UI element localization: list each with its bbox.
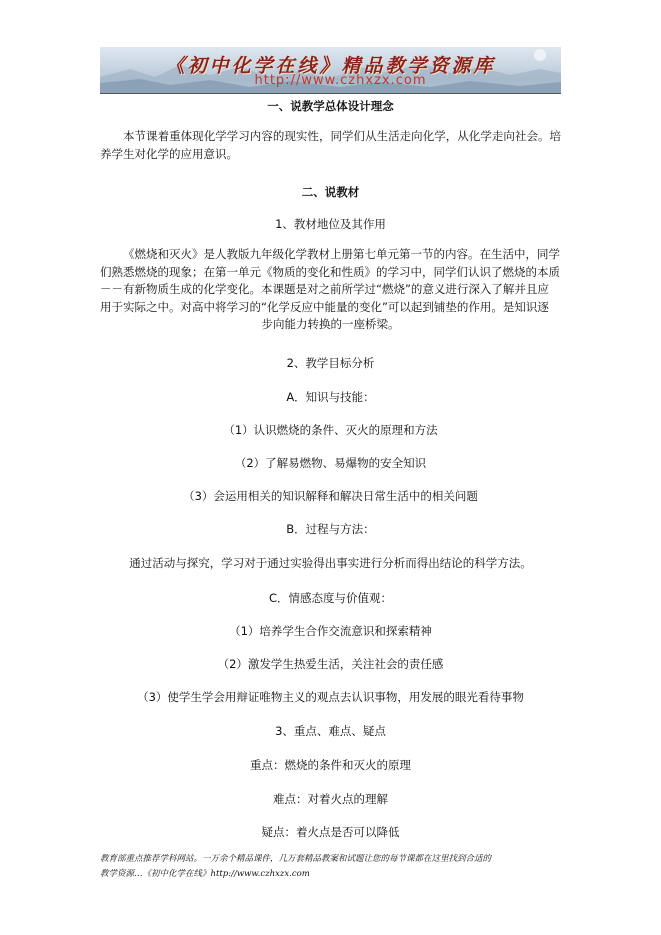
- header-banner: [100, 47, 561, 93]
- key-difficult-subheading: 3、重点、难点、疑点: [275, 724, 386, 738]
- emotion-item: （1）培养学生合作交流意识和探索精神: [229, 624, 432, 638]
- emotion-item: （3）使学生学会用辩证唯物主义的观点去认识事物，用发展的眼光看待事物: [137, 690, 524, 704]
- section1-paragraph: 本节课着重体现化学学习内容的现实性，同学们从生活走向化学，从化学走向社会。培养学生对化学的应用意识。: [100, 129, 561, 161]
- paragraph-line: 们熟悉燃烧的现象；在第一单元《物质的变化和性质》的学习中，同学们认识了燃烧的本质: [100, 264, 560, 279]
- knowledge-item: （2）了解易燃物、易爆物的安全知识: [234, 456, 427, 470]
- knowledge-skills-title: A．知识与技能：: [286, 390, 375, 404]
- textbook-status-paragraph: [100, 246, 561, 334]
- page-footer: [100, 852, 570, 882]
- doubt-point: 疑点：着火点是否可以降低: [261, 825, 400, 839]
- paragraph-line: 用于实际之中。对高中将学习的“化学反应中能量的变化”可以起到铺垫的作用。是知识逐: [100, 299, 549, 314]
- footer-line: 教育部重点推荐学科网站。一万余个精品课件，几万套精品教案和试题让您的每节课都在这里找到合适的: [100, 854, 492, 864]
- process-methods-text: 通过活动与探究，学习对于通过实验得出事实进行分析而得出结论的科学方法。: [129, 556, 532, 570]
- section2-heading: 二、说教材: [301, 185, 360, 199]
- banner-url: http://www.czhxzx.com: [254, 73, 427, 88]
- footer-line: 教学资源…《初中化学在线》http://www.czhxzx.com: [100, 869, 310, 879]
- textbook-status-subheading: 1、教材地位及其作用: [275, 217, 386, 231]
- banner-title: 《初中化学在线》精品教学资源库: [165, 55, 496, 77]
- knowledge-item: （3）会运用相关的知识解释和解决日常生活中的相关问题: [183, 489, 478, 503]
- emotion-values-title: C．情感态度与价值观：: [268, 591, 393, 605]
- difficult-point: 难点：对着火点的理解: [273, 792, 388, 806]
- knowledge-item: （1）认识燃烧的条件、灭火的原理和方法: [223, 423, 438, 437]
- teaching-goals-subheading: 2、教学目标分析: [286, 356, 375, 370]
- key-point: 重点：燃烧的条件和灭火的原理: [250, 758, 411, 772]
- process-methods-title: B．过程与方法：: [286, 522, 375, 536]
- section1-heading: 一、说教学总体设计理念: [267, 99, 394, 113]
- paragraph-line: 《燃烧和灭火》是人教版九年级化学教材上册第七单元第一节的内容。在生活中，同学: [123, 247, 560, 261]
- header-divider: [100, 93, 561, 94]
- paragraph-line: －－有新物质生成的化学变化。本课题是对之前所学过“燃烧”的意义进行深入了解并且应: [100, 282, 549, 296]
- emotion-item: （2）激发学生热爱生活，关注社会的责任感: [217, 657, 444, 671]
- paragraph-line: 步向能力转换的一座桥梁。: [261, 317, 400, 331]
